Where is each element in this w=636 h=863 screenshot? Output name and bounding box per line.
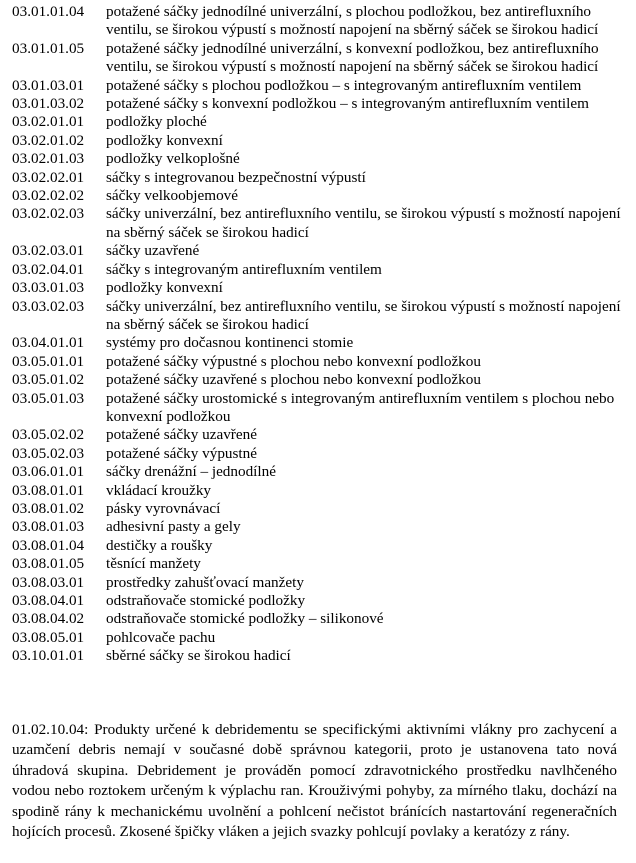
table-row — [12, 518, 624, 536]
item-description: podložky ploché — [106, 113, 207, 131]
table-row — [12, 629, 624, 647]
item-code: 03.08.01.03 — [12, 518, 85, 536]
item-description: sáčky uzavřené — [106, 242, 200, 260]
item-code: 03.08.01.01 — [12, 481, 85, 499]
item-code: 03.01.03.02 — [12, 95, 85, 113]
item-code: 03.05.02.02 — [12, 426, 85, 444]
item-description: sáčky s integrovaným antirefluxním ventilem — [106, 260, 382, 278]
item-code: 03.02.02.02 — [12, 187, 85, 205]
item-description: potažené sáčky urostomické s integrovaným antirefluxním ventilem s plochou nebo konvexní podložkou — [106, 389, 615, 425]
item-code: 03.08.05.01 — [12, 628, 85, 646]
item-code: 03.08.04.01 — [12, 592, 85, 609]
item-code: 03.10.01.01 — [12, 647, 85, 665]
item-description: těsnící manžety — [106, 555, 201, 573]
item-description: sáčky drenážní – jednodílné — [106, 463, 276, 481]
item-code: 03.05.02.03 — [12, 444, 85, 462]
item-description: pohlcovače pachu — [106, 628, 216, 646]
table-row — [12, 187, 624, 205]
item-description: odstraňovače stomické podložky – silikonové — [106, 610, 384, 628]
item-description: sáčky univerzální, bez antirefluxního ventilu, se širokou výpustí s možností napojení na sběrný sáček se širokou hadicí — [106, 205, 621, 241]
table-row — [12, 353, 624, 371]
item-code: 03.05.01.01 — [12, 352, 85, 370]
item-description: potažené sáčky uzavřené — [106, 426, 257, 444]
table-row — [12, 113, 624, 131]
item-description: potažené sáčky výpustné s plochou nebo konvexní podložkou — [106, 352, 481, 370]
table-row — [12, 610, 624, 628]
table-row — [12, 77, 624, 95]
item-description: potažené sáčky jednodílné univerzální, s konvexní podložkou, bez antirefluxního ventilu, se širokou výpustí s možností napojení na sběrný sáček se širokou hadicí — [106, 39, 599, 76]
table-row — [12, 555, 624, 573]
item-code: 03.03.01.03 — [12, 279, 85, 297]
item-code: 03.02.01.03 — [12, 150, 85, 168]
table-row — [12, 3, 624, 40]
item-description: odstraňovače stomické podložky — [106, 592, 306, 609]
item-code: 03.01.01.04 — [12, 3, 85, 20]
item-description: sběrné sáčky se širokou hadicí — [106, 647, 291, 665]
item-description: potažené sáčky uzavřené s plochou nebo konvexní podložkou — [106, 371, 481, 389]
item-code: 03.08.01.05 — [12, 555, 85, 573]
table-row — [12, 574, 624, 592]
item-code: 03.08.03.01 — [12, 573, 85, 591]
item-code: 03.05.01.03 — [12, 389, 85, 407]
description-paragraph: 01.02.10.04: Produkty určené k debridementu se specifickými aktivními vlákny pro zachycení a uzamčení debris nemají v současné době správnou kategorii, proto je ustanovena tato nová úhradová skupina. Debridement je prováděn pomocí zdravotnického prostředku navlhčeného vodou nebo roztokem určeným k výplachu ran. Krouživými pohyby, za mírného tlaku, dochází na spodině rány k mechanickému uvolnění a pohlcení nečistot bránících nastartování regeneračních hojících procesů. Zkosené špičky vláken a jejich svazky pohlcují povlaky a keratózy z rány. — [12, 721, 617, 841]
item-code: 03.05.01.02 — [12, 371, 85, 389]
table-row — [12, 390, 624, 427]
item-description: potažené sáčky s konvexní podložkou – s integrovaným antirefluxním ventilem — [106, 95, 589, 113]
table-row — [12, 261, 624, 279]
item-code: 03.08.01.04 — [12, 536, 85, 554]
item-description: potažené sáčky s plochou podložkou – s integrovaným antirefluxním ventilem — [106, 76, 582, 94]
item-description: destičky a roušky — [106, 536, 213, 554]
table-row — [12, 537, 624, 555]
table-row — [12, 334, 624, 352]
item-description: sáčky s integrovanou bezpečnostní výpustí — [106, 168, 366, 186]
item-code: 03.08.04.02 — [12, 610, 85, 628]
item-code: 03.08.01.02 — [12, 499, 85, 517]
item-code: 03.01.03.01 — [12, 76, 85, 94]
item-description: potažené sáčky jednodílné univerzální, s plochou podložkou, bez antirefluxního ventilu, se širokou výpustí s možností napojení na sběrný sáček se širokou hadicí — [106, 3, 599, 39]
item-description: prostředky zahušťovací manžety — [106, 573, 304, 591]
item-code: 03.02.01.01 — [12, 113, 85, 131]
item-code: 03.02.04.01 — [12, 260, 85, 278]
code-list-table — [12, 3, 624, 666]
item-description: podložky konvexní — [106, 279, 223, 297]
table-row — [12, 150, 624, 168]
table-row — [12, 205, 624, 242]
table-row — [12, 445, 624, 463]
table-row — [12, 242, 624, 260]
table-row — [12, 592, 624, 610]
table-row — [12, 426, 624, 444]
item-description: vkládací kroužky — [106, 481, 212, 499]
item-description: systémy pro dočasnou kontinenci stomie — [106, 334, 354, 352]
item-code: 03.02.03.01 — [12, 242, 85, 260]
item-description: sáčky velkoobjemové — [106, 187, 239, 205]
item-code: 03.02.02.01 — [12, 168, 85, 186]
table-row — [12, 371, 624, 389]
table-row — [12, 279, 624, 297]
item-code: 03.04.01.01 — [12, 334, 85, 352]
table-row — [12, 169, 624, 187]
table-row — [12, 40, 624, 77]
table-row — [12, 132, 624, 150]
item-description: podložky velkoplošné — [106, 150, 240, 168]
table-row — [12, 463, 624, 481]
table-row — [12, 647, 624, 665]
item-description: adhesivní pasty a gely — [106, 518, 241, 536]
item-description: podložky konvexní — [106, 131, 223, 149]
table-row — [12, 482, 624, 500]
item-code: 03.02.02.03 — [12, 205, 85, 223]
table-row — [12, 95, 624, 113]
item-code: 03.02.01.02 — [12, 131, 85, 149]
item-description: sáčky univerzální, bez antirefluxního ventilu, se širokou výpustí s možností napojení na sběrný sáček se širokou hadicí — [106, 297, 621, 333]
table-row — [12, 500, 624, 518]
item-code: 03.06.01.01 — [12, 463, 85, 481]
item-description: potažené sáčky výpustné — [106, 444, 257, 462]
code-list-body — [12, 3, 624, 666]
item-code: 03.01.01.05 — [12, 39, 85, 57]
item-description: pásky vyrovnávací — [106, 499, 221, 517]
table-row — [12, 298, 624, 335]
item-code: 03.03.02.03 — [12, 297, 85, 315]
